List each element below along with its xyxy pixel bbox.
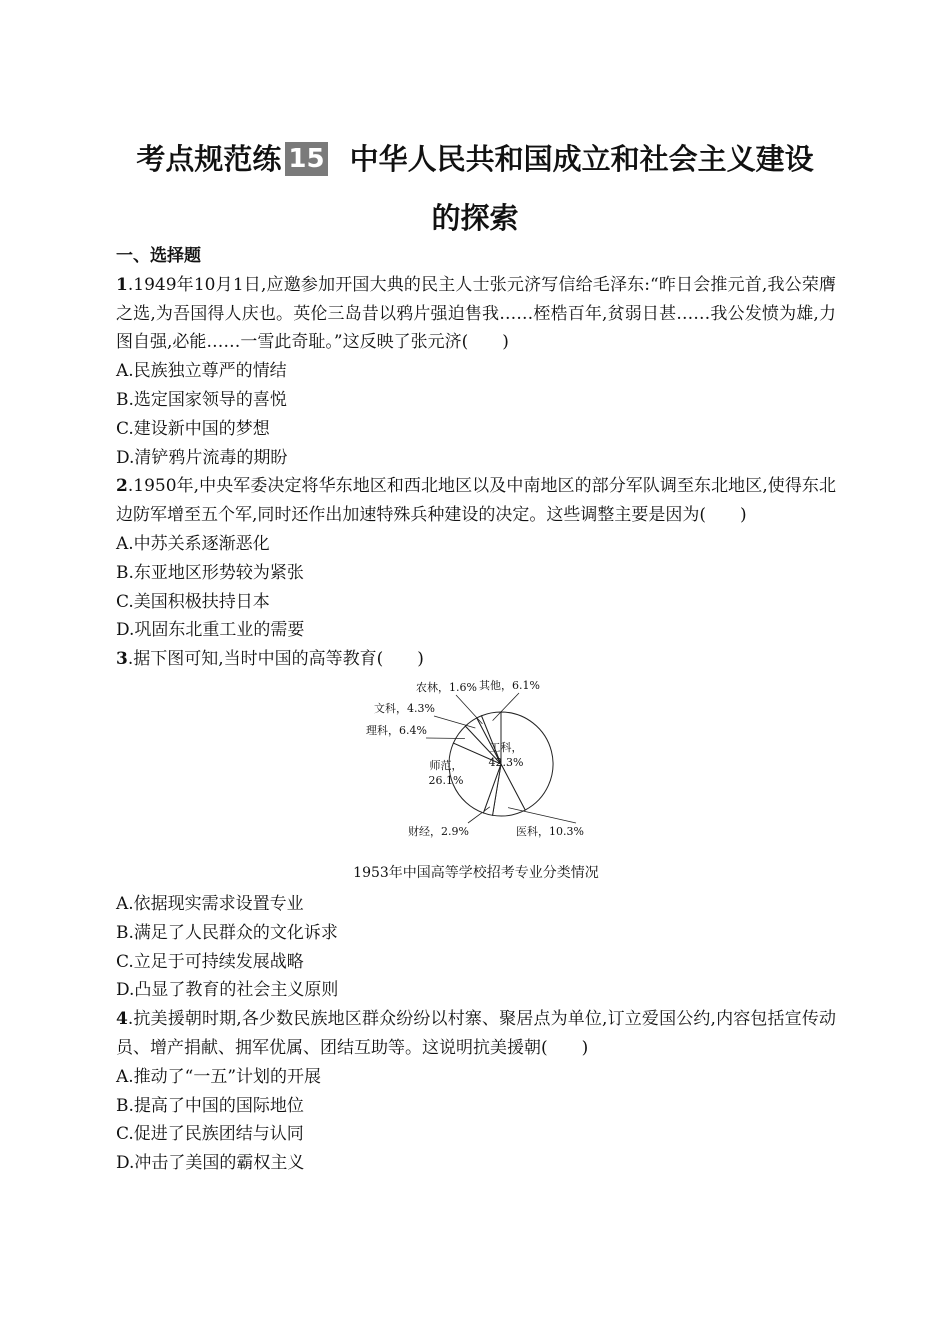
title-prefix: 考点规范练 <box>136 142 282 176</box>
option-a[interactable]: A.中苏关系逐渐恶化 <box>116 533 270 554</box>
pie-leader-line <box>434 716 475 728</box>
title-number-badge: 15 <box>285 142 327 176</box>
option-b[interactable]: B.提高了中国的国际地位 <box>116 1095 304 1116</box>
option-b[interactable]: B.满足了人民群众的文化诉求 <box>116 922 338 943</box>
question-stem <box>116 271 836 357</box>
option-d[interactable]: D.清铲鸦片流毒的期盼 <box>116 447 288 468</box>
option-c[interactable]: C.立足于可持续发展战略 <box>116 951 304 972</box>
question-3 <box>116 645 836 1005</box>
option-d[interactable]: D.冲击了美国的霸权主义 <box>116 1153 305 1174</box>
option-c[interactable]: C.促进了民族团结与认同 <box>116 1124 304 1145</box>
pie-label-农林: 农林，1.6% <box>416 680 477 694</box>
question-1 <box>116 271 836 473</box>
section-heading: 一、选择题 <box>116 246 201 266</box>
pie-leader-line <box>456 695 482 724</box>
option-b[interactable]: B.东亚地区形势较为紧张 <box>116 562 304 583</box>
option-d[interactable]: D.凸显了教育的社会主义原则 <box>116 980 339 1001</box>
page-title-line2: 的探索 <box>431 201 519 235</box>
question-stem <box>116 472 836 530</box>
page-title-line1 <box>0 137 950 178</box>
question-stem <box>116 1005 836 1063</box>
pie-label-师范: 师范， 26.1% <box>428 758 464 787</box>
pie-label-其他: 其他，6.1% <box>479 678 540 692</box>
pie-leader-line <box>508 808 576 823</box>
pie-label-医科: 医科，10.3% <box>516 824 584 838</box>
question-2 <box>116 472 836 645</box>
option-a[interactable]: A.民族独立尊严的情结 <box>116 361 287 382</box>
option-b[interactable]: B.选定国家领导的喜悦 <box>116 389 287 410</box>
option-a[interactable]: A.依据现实需求设置专业 <box>116 893 304 914</box>
pie-label-理科: 理科，6.4% <box>366 723 427 737</box>
pie-chart <box>366 674 586 862</box>
question-text: .1950年,中央军委决定将华东地区和西北地区以及中南地区的部分军队调至东北地区,使得东北边防军增至五个军,同时还作出加速特殊兵种建设的决定。这些调整主要是因为( ) <box>116 476 836 526</box>
question-stem <box>116 645 836 674</box>
option-c[interactable]: C.美国积极扶持日本 <box>116 591 270 612</box>
option-d[interactable]: D.巩固东北重工业的需要 <box>116 620 305 641</box>
pie-label-工科: 工科， 42.3% <box>488 740 524 769</box>
question-number: 3 <box>116 649 128 670</box>
question-text: .据下图可知,当时中国的高等教育( ) <box>127 649 424 670</box>
pie-label-财经: 财经，2.9% <box>408 824 469 838</box>
pie-chart-container <box>116 674 836 862</box>
question-number: 1 <box>116 274 128 295</box>
question-4 <box>116 1005 836 1178</box>
question-number: 4 <box>116 1009 128 1030</box>
question-text: .抗美援朝时期,各少数民族地区群众纷纷以村寨、聚居点为单位,订立爱国公约,内容包括宣传动员、增产捐献、拥军优属、团结互助等。这说明抗美援朝( ) <box>116 1009 836 1058</box>
pie-label-文科: 文科，4.3% <box>374 701 435 715</box>
option-a[interactable]: A.推动了“一五”计划的开展 <box>116 1066 322 1087</box>
question-text: .1949年10月1日,应邀参加开国大典的民主人士张元济写信给毛泽东:“昨日会推元首,我公荣膺之选,为吾国得人庆也。英伦三岛昔以鸦片强迫售我……桎梏百年,贫弱日甚……我公发愤为雄,力图自强,必能……一雪此奇耻。”这反映了张元济( ) <box>116 274 836 353</box>
question-number: 2 <box>116 476 128 497</box>
chart-caption: 1953年中国高等学校招考专业分类情况 <box>353 864 599 881</box>
title-suffix: 中华人民共和国成立和社会主义建设 <box>349 142 814 176</box>
option-c[interactable]: C.建设新中国的梦想 <box>116 418 270 439</box>
document-body <box>116 242 836 1178</box>
